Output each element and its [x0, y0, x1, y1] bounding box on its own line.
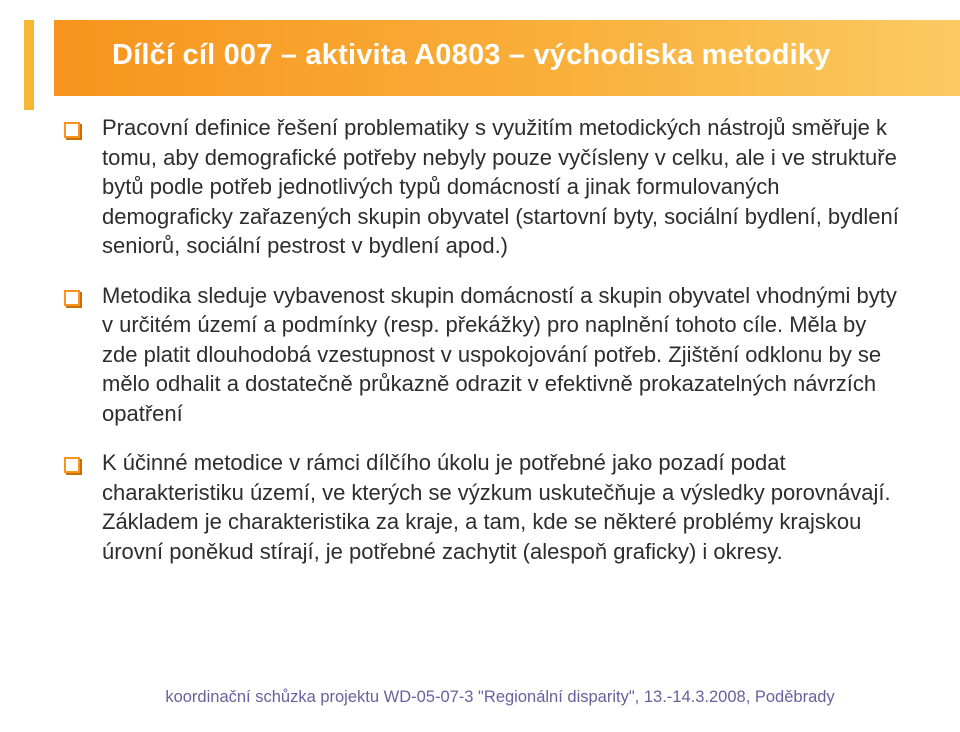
bullet-list	[64, 113, 904, 586]
slide-title: Dílčí cíl 007 – aktivita A0803 – východiska metodiky	[112, 39, 831, 71]
bullet-item	[64, 113, 904, 261]
bullet-text: Pracovní definice řešení problematiky s využitím metodických nástrojů směřuje k tomu, aby demografické potřeby nebyly pouze vyčísleny v celku, ale i ve struktuře bytů podle potřeb jednotlivých typů domácností a jinak formulovaných demograficky zařazených skupin obyvatel (startovní byty, sociální bydlení, bydlení seniorů, sociální pestrost v bydlení apod.)	[102, 115, 899, 258]
square-bullet-icon	[64, 290, 80, 306]
bullet-item	[64, 281, 904, 429]
bullet-item	[64, 448, 904, 566]
left-accent-strip	[24, 20, 34, 110]
square-bullet-icon	[64, 122, 80, 138]
left-accent-bar	[0, 0, 38, 732]
bullet-text: Metodika sleduje vybavenost skupin domácností a skupin obyvatel vhodnými byty v určitém území a podmínky (resp. překážky) pro naplnění tohoto cíle. Měla by zde platit dlouhodobá vzestupnost v uspokojování potřeb. Zjištění odklonu by se mělo odhalit a dostatečně průkazně odrazit v efektivně prokazatelných návrzích opatření	[102, 282, 897, 426]
bullet-text: K účinné metodice v rámci dílčího úkolu je potřebné jako pozadí podat charakteristiku území, ve kterých se výzkum uskutečňuje a výsledky porovnávají. Základem je charakteristika za kraje, a tam, kde se některé problémy krajskou úrovní poněkud stírají, je potřebné zachytit (alespoň graficky) i okresy.	[102, 450, 891, 564]
square-bullet-icon	[64, 457, 80, 473]
slide-footer: koordinační schůzka projektu WD-05-07-3 "Regionální disparity", 13.-14.3.2008, Poděbrady	[165, 688, 835, 706]
title-band	[54, 20, 960, 96]
